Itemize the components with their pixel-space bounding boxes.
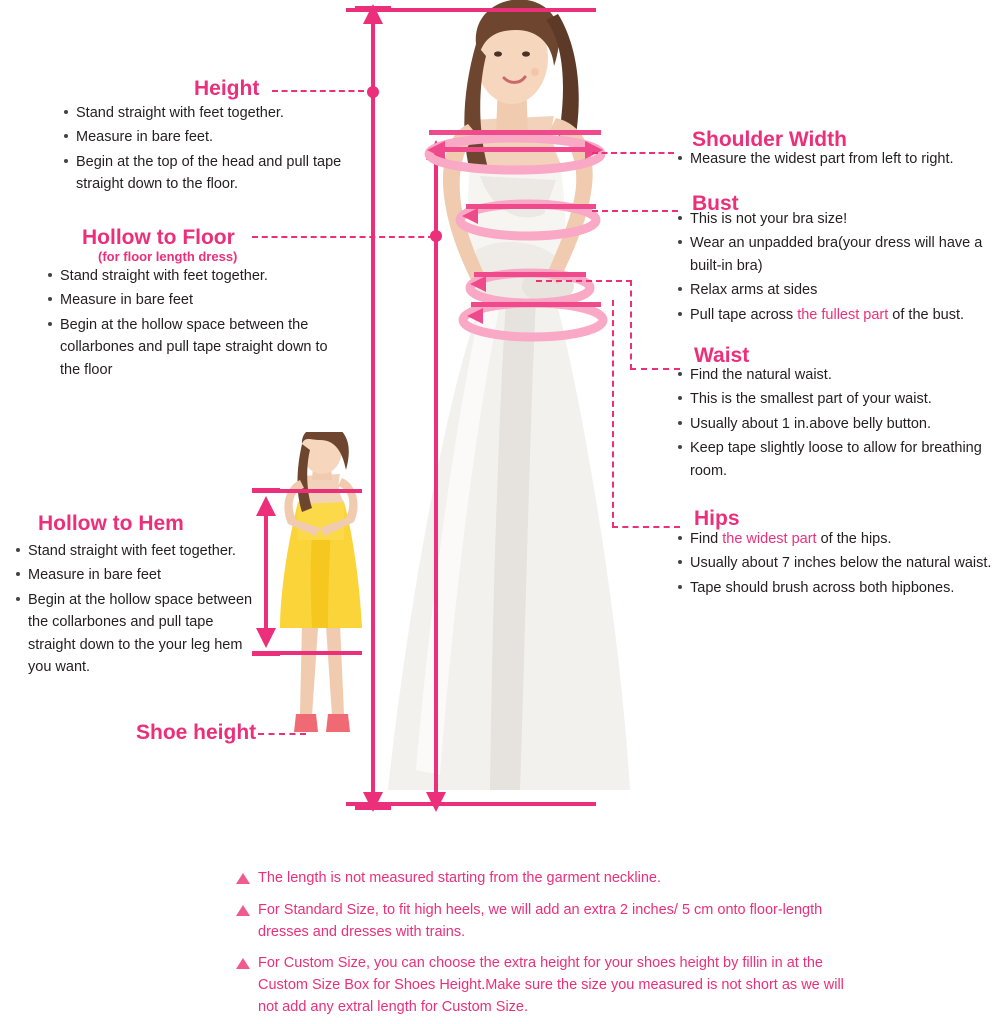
footer-notes xyxy=(236,868,856,1019)
hollow-to-floor-leader-line xyxy=(252,236,434,238)
hollow-to-hem-bullets xyxy=(14,540,264,681)
hollow-to-floor-subtitle: (for floor length dress) xyxy=(98,249,238,264)
list-item: Tape should brush across both hipbones. xyxy=(676,577,996,599)
bust-last-pre: Pull tape across xyxy=(690,306,798,323)
bust-last-highlight: the fullest part xyxy=(797,306,889,323)
hem-top-rule xyxy=(252,489,362,493)
list-item: Stand straight with feet together. xyxy=(14,540,264,562)
list-item: Stand straight with feet together. xyxy=(62,102,362,124)
hollow-to-hem-title: Hollow to Hem xyxy=(38,512,184,535)
height-leader-line xyxy=(272,90,364,92)
bust-last-post: of the bust. xyxy=(888,306,965,323)
list-item: Measure in bare feet. xyxy=(62,126,362,148)
bust-bullets xyxy=(676,208,1000,328)
hips-bullets xyxy=(676,528,996,601)
hem-bottom-rule xyxy=(252,651,362,655)
hips-leader-line-v xyxy=(612,300,614,528)
list-item-hips-widest xyxy=(676,528,996,550)
list-item: Begin at the hollow space between the collarbones and pull tape straight down to the your leg hem you want. xyxy=(14,589,264,679)
list-item: Find the natural waist. xyxy=(676,364,996,386)
waist-leader-line-h xyxy=(536,280,632,282)
waist-title: Waist xyxy=(694,344,750,367)
height-bullets xyxy=(62,102,362,198)
list-item: Begin at the hollow space between the collarbones and pull tape straight down to the floor xyxy=(46,314,346,381)
list-item: Begin at the top of the head and pull tape straight down to the floor. xyxy=(62,151,362,196)
shoulder-leader-line xyxy=(592,152,674,154)
hips-measure xyxy=(455,296,615,344)
note-item: For Custom Size, you can choose the extra height for your shoes height by fillin in at the Custom Size Box for Shoes Height.Make sure the size you measured is not short as we will not add any extral length for Custom Size. xyxy=(236,953,856,1018)
list-item: This is not your bra size! xyxy=(676,208,1000,230)
list-item: Usually about 7 inches below the natural waist. xyxy=(676,552,996,574)
bust-measure xyxy=(450,196,610,244)
hips-first-pre: Find xyxy=(690,531,723,547)
list-item: Usually about 1 in.above belly button. xyxy=(676,413,996,435)
list-item-bust-fullest xyxy=(676,304,1000,326)
waist-bullets xyxy=(676,364,996,484)
shoe-height-leader-line xyxy=(258,733,306,735)
bust-title: Bust xyxy=(692,192,739,215)
hollow-to-floor-bullets xyxy=(46,265,346,383)
hips-first-post: of the hips. xyxy=(816,531,892,547)
list-item: Measure in bare feet xyxy=(14,564,264,586)
shoe-height-title: Shoe height xyxy=(136,721,257,744)
list-item: This is the smallest part of your waist. xyxy=(676,388,996,410)
hollow-to-floor-title: Hollow to Floor xyxy=(82,226,235,249)
bust-leader-line xyxy=(592,210,678,212)
note-item: For Standard Size, to fit high heels, we will add an extra 2 inches/ 5 cm onto floor-length dresses and dresses with trains. xyxy=(236,900,856,944)
shoulder-width-bullets xyxy=(676,148,996,172)
waist-leader-line-h2 xyxy=(630,368,680,370)
list-item: Stand straight with feet together. xyxy=(46,265,346,287)
list-item: Relax arms at sides xyxy=(676,279,1000,301)
height-title: Height xyxy=(194,77,260,100)
list-item: Keep tape slightly loose to allow for breathing room. xyxy=(676,437,996,482)
list-item: Wear an unpadded bra(your dress will have a built-in bra) xyxy=(676,232,1000,277)
list-item: Measure in bare feet xyxy=(46,289,346,311)
floor-rule xyxy=(346,802,596,806)
hips-title: Hips xyxy=(694,507,740,530)
shoulder-width-title: Shoulder Width xyxy=(692,128,847,151)
waist-leader-line-v xyxy=(630,280,632,370)
hips-first-highlight: the widest part xyxy=(722,531,817,547)
hollow-to-floor-measure-line xyxy=(420,140,452,812)
shoulder-width-measure xyxy=(415,128,615,176)
height-top-rule xyxy=(346,8,596,12)
hips-leader-line-h xyxy=(612,526,680,528)
list-item: Measure the widest part from left to right. xyxy=(676,148,996,170)
note-item: The length is not measured starting from the garment neckline. xyxy=(236,868,856,890)
